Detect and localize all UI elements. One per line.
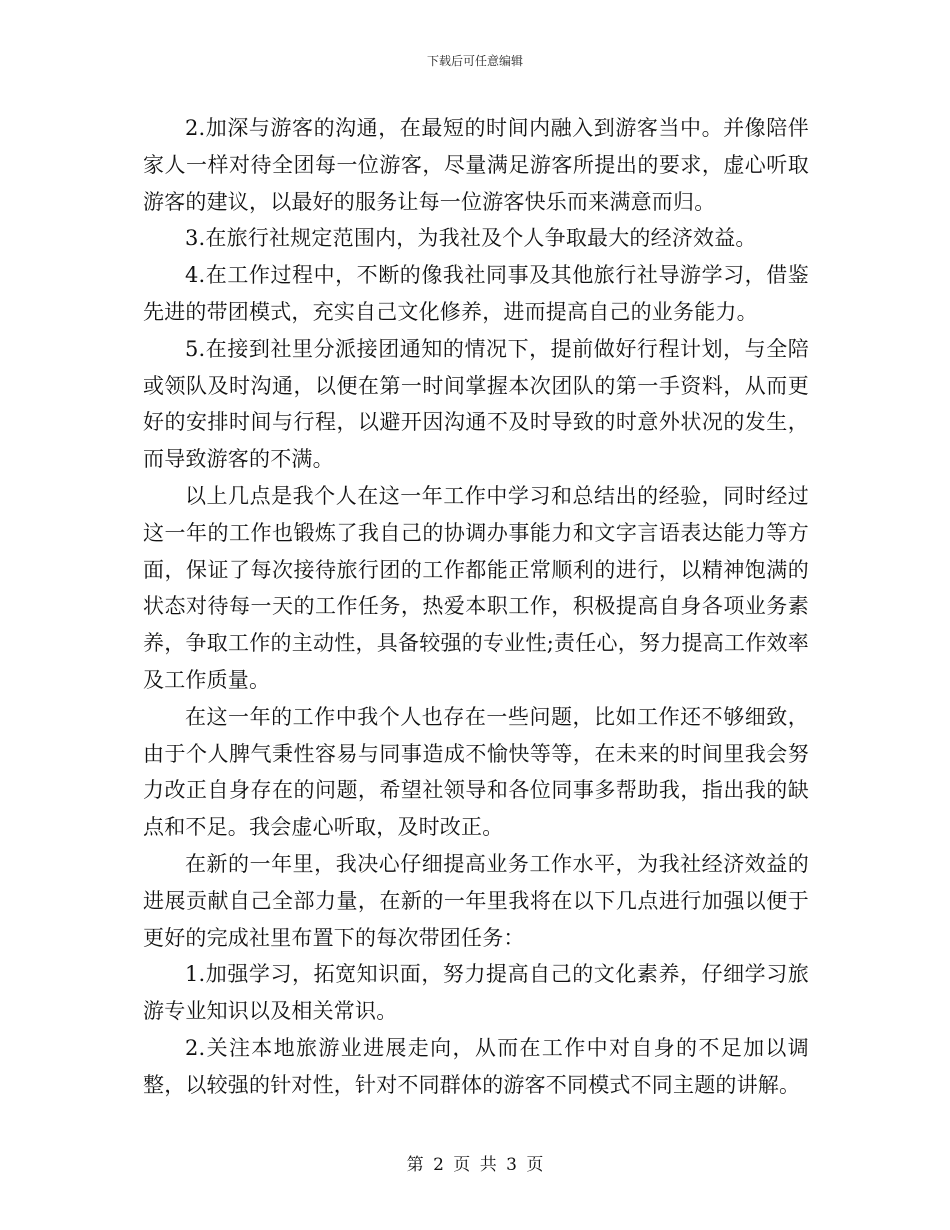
paragraph-plan-item-2: 2.关注本地旅游业进展走向，从而在工作中对自身的不足加以调整，以较强的针对性，针对不同群体的游客不同模式不同主题的讲解。 bbox=[143, 1035, 809, 1097]
paragraph-problems: 在这一年的工作中我个人也存在一些问题，比如工作还不够细致，由于个人脾气秉性容易与同事造成不愉快等等，在未来的时间里我会努力改正自身存在的问题，希望社领导和各位同事多帮助我，指出我的缺点和不足。我会虚心听取，及时改正。 bbox=[143, 704, 809, 840]
document-body bbox=[143, 110, 809, 1104]
page-header: 下载后可任意编辑 bbox=[426, 54, 523, 68]
paragraph-new-year-plan: 在新的一年里，我决心仔细提高业务工作水平，为我社经济效益的进展贡献自己全部力量，在新的一年里我将在以下几点进行加强以便于更好的完成社里布置下的每次带团任务： bbox=[143, 851, 809, 950]
paragraph-item-4: 4.在工作过程中，不断的像我社同事及其他旅行社导游学习，借鉴先进的带团模式，充实自己文化修养，进而提高自己的业务能力。 bbox=[143, 263, 809, 324]
paragraph-item-5: 5.在接到社里分派接团通知的情况下，提前做好行程计划，与全陪或领队及时沟通，以便在第一时间掌握本次团队的第一手资料，从而更好的安排时间与行程，以避开因沟通不及时导致的时意外状况的发生，而导致游客的不满。 bbox=[143, 336, 809, 472]
paragraph-plan-item-1: 1.加强学习，拓宽知识面，努力提高自己的文化素养，仔细学习旅游专业知识以及相关常识。 bbox=[143, 962, 809, 1024]
paragraph-item-3: 3.在旅行社规定范围内，为我社及个人争取最大的经济效益。 bbox=[185, 226, 757, 251]
page-number-footer: 第 2 页 共 3 页 bbox=[406, 1155, 544, 1175]
paragraph-item-2: 2.加深与游客的沟通，在最短的时间内融入到游客当中。并像陪伴家人一样对待全团每一位游客，尽量满足游客所提出的要求，虚心听取游客的建议，以最好的服务让每一位游客快乐而来满意而归。 bbox=[143, 116, 809, 214]
paragraph-summary: 以上几点是我个人在这一年工作中学习和总结出的经验，同时经过这一年的工作也锻炼了我自己的协调办事能力和文字言语表达能力等方面，保证了每次接待旅行团的工作都能正常顺利的进行，以精神饱满的状态对待每一天的工作任务，热爱本职工作，积极提高自身各项业务素养，争取工作的主动性，具备较强的专业性;责任心，努力提高工作效率及工作质量。 bbox=[143, 483, 809, 692]
